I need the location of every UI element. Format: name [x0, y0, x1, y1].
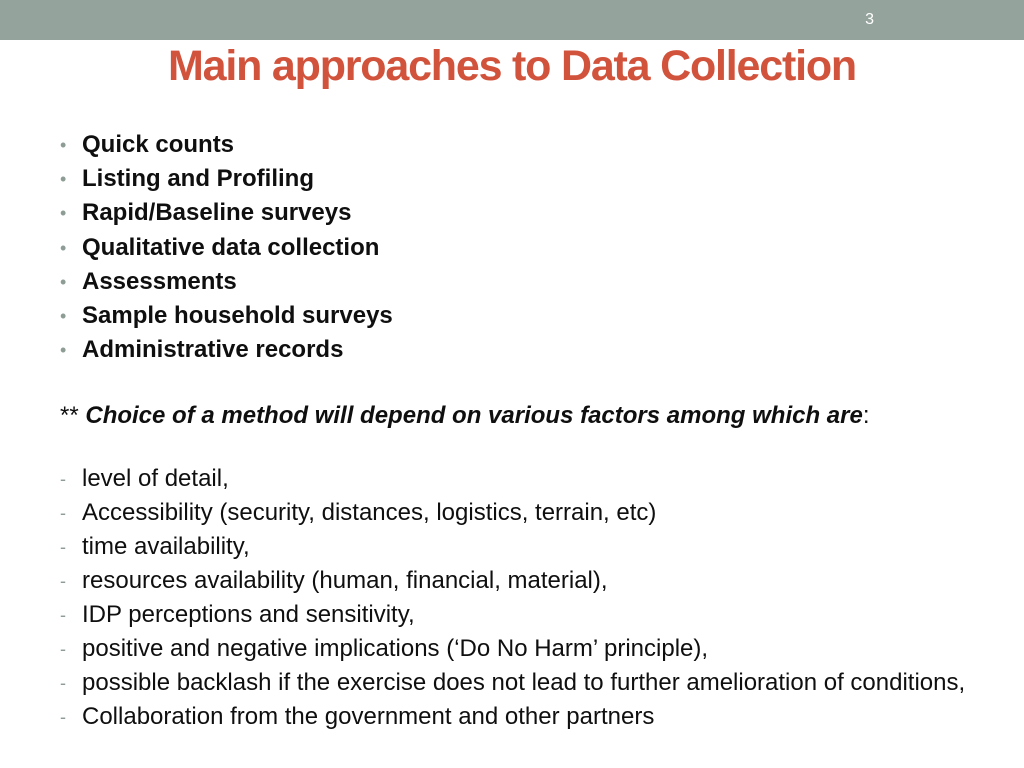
- note-text: Choice of a method will depend on various factors among which are: [85, 402, 863, 429]
- factor-label: level of detail,: [82, 465, 229, 492]
- dash-icon: -: [60, 639, 66, 659]
- factor-item: [60, 465, 1000, 493]
- factor-label: Collaboration from the government and other partners: [82, 703, 655, 730]
- factor-item: [60, 499, 1000, 527]
- note-suffix: :: [862, 402, 870, 429]
- slide-title: Main approaches to Data Collection: [168, 42, 856, 90]
- factor-item: [60, 567, 1000, 595]
- list-item: [60, 333, 393, 367]
- method-note: [60, 402, 990, 430]
- factor-label: IDP perceptions and sensitivity,: [82, 601, 415, 628]
- list-item: [60, 162, 393, 196]
- dash-icon: -: [60, 605, 66, 625]
- factor-list: [60, 465, 1000, 737]
- dash-icon: -: [60, 571, 66, 591]
- slide-number: 3: [865, 11, 874, 28]
- bullet-icon: •: [60, 271, 67, 292]
- note-prefix: **: [60, 402, 86, 429]
- bullet-icon: •: [60, 203, 67, 224]
- dash-icon: -: [60, 707, 66, 727]
- factor-label: Accessibility (security, distances, logistics, terrain, etc): [82, 499, 657, 526]
- factor-label: time availability,: [82, 533, 250, 560]
- factor-label: resources availability (human, financial, material),: [82, 567, 608, 594]
- dash-icon: -: [60, 673, 66, 693]
- bullet-icon: •: [60, 340, 67, 361]
- factor-item: [60, 669, 1000, 697]
- list-item-label: Rapid/Baseline surveys: [82, 199, 352, 227]
- bullet-icon: •: [60, 237, 67, 258]
- dash-icon: -: [60, 503, 66, 523]
- factor-item: [60, 703, 1000, 731]
- bullet-icon: •: [60, 306, 67, 327]
- factor-item: [60, 635, 1000, 663]
- list-item-label: Quick counts: [82, 131, 235, 158]
- dash-icon: -: [60, 537, 66, 557]
- factor-item: [60, 533, 1000, 561]
- list-item: [60, 299, 393, 333]
- list-item-label: Sample household surveys: [82, 302, 393, 330]
- list-item-label: Assessments: [82, 267, 237, 295]
- list-item-label: Administrative records: [82, 336, 344, 364]
- list-item-label: Listing and Profiling: [82, 165, 314, 193]
- list-item-label: Qualitative data collection: [82, 233, 380, 261]
- dash-icon: -: [60, 469, 66, 489]
- list-item: [60, 196, 393, 230]
- list-item: [60, 128, 393, 162]
- factor-label: positive and negative implications (‘Do No Harm’ principle),: [82, 635, 709, 662]
- approach-list: [60, 128, 393, 367]
- factor-item: [60, 601, 1000, 629]
- note-body: [60, 402, 990, 430]
- bullet-icon: •: [60, 169, 67, 190]
- list-item: [60, 231, 393, 265]
- top-bar: [0, 0, 1024, 40]
- list-item: [60, 265, 393, 299]
- factor-label: possible backlash if the exercise does not lead to further amelioration of conditions,: [82, 669, 966, 696]
- bullet-icon: •: [60, 135, 67, 155]
